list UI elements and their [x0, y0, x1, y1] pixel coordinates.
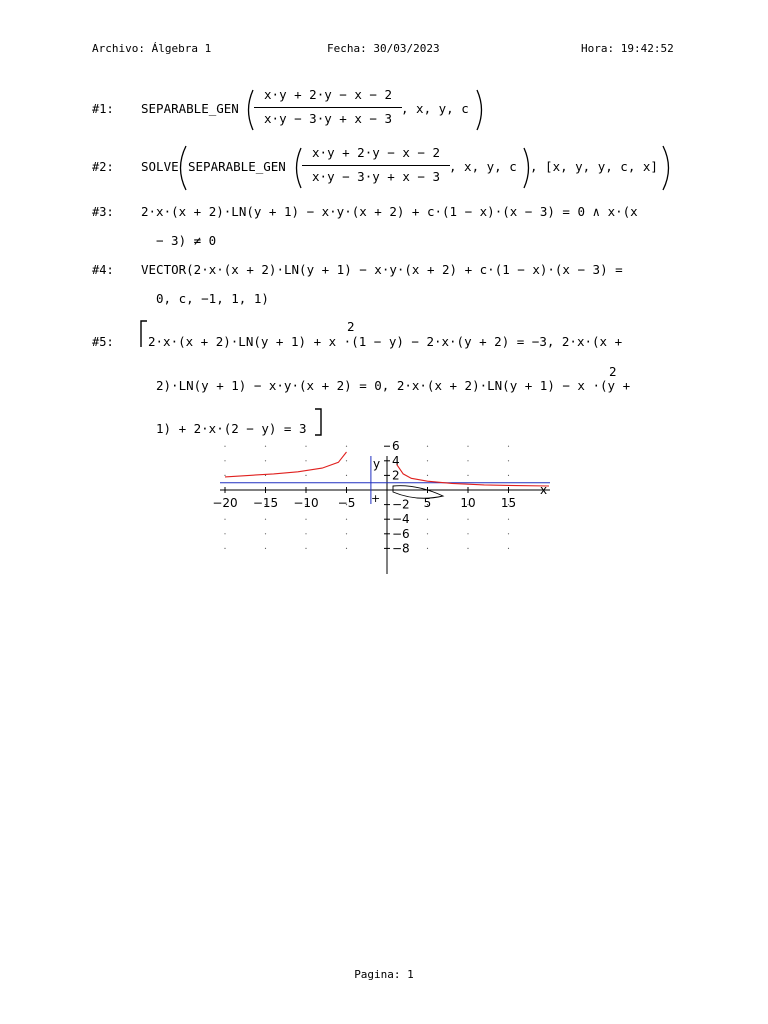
grid-dot: [508, 519, 509, 520]
cursor-marker: +: [371, 492, 381, 505]
grid-dot: [224, 460, 225, 461]
grid-dot: [224, 519, 225, 520]
grid-dot: [427, 519, 428, 520]
grid-dot: [224, 548, 225, 549]
entry-3-line-2: − 3) ≠ 0: [156, 233, 217, 248]
grid-dot: [346, 519, 347, 520]
grid-dot: [427, 475, 428, 476]
entry-2-tail: , [x, y, y, c, x]: [530, 159, 658, 174]
entry-5-line-1: 2·x·(x + 2)·LN(y + 1) + x ·(1 − y) − 2·x·(y + 2) = −3, 2·x·(x +: [148, 334, 623, 349]
grid-dot: [265, 475, 266, 476]
x-tick-label: 10: [460, 496, 476, 510]
entry-5-right-bracket: [313, 408, 323, 436]
entry-2-outer-left-paren: [173, 144, 189, 192]
x-tick-label: 15: [500, 496, 517, 510]
grid-dot: [346, 460, 347, 461]
entry-5-line-3: 1) + 2·x·(2 − y) = 3: [156, 421, 307, 436]
grid-dot: [224, 475, 225, 476]
entry-1-numerator: x·y + 2·y − x − 2: [264, 87, 392, 102]
entry-5-exponent-2: 2: [609, 364, 617, 379]
x-tick-label: −5: [337, 496, 356, 510]
grid-dot: [346, 475, 347, 476]
grid-dot: [508, 446, 509, 447]
entry-2-outer-right-paren: [660, 144, 676, 192]
grid-dot: [305, 548, 306, 549]
grid-dot: [265, 519, 266, 520]
entry-4-line-1: VECTOR(2·x·(x + 2)·LN(y + 1) − x·y·(x + 2) + c·(1 − x)·(x − 3) =: [141, 262, 623, 277]
grid-dot: [346, 548, 347, 549]
grid-dot: [346, 533, 347, 534]
x-tick-label: −20: [212, 496, 238, 510]
entry-2-fraction: [302, 145, 450, 186]
x-axis-label: x: [540, 483, 548, 497]
entry-1-label: #1:: [92, 102, 114, 116]
grid-dot: [265, 446, 266, 447]
grid-dot: [346, 446, 347, 447]
entry-2-label: #2:: [92, 160, 114, 174]
grid-dot: [224, 533, 225, 534]
y-tick-label: −4: [392, 512, 410, 527]
entry-1-right-paren: [474, 88, 488, 132]
entry-5-line-2: 2)·LN(y + 1) − x·y·(x + 2) = 0, 2·x·(x + 2)·LN(y + 1) − x ·(y +: [156, 378, 631, 393]
y-tick-label: 4: [392, 453, 400, 468]
grid-dot: [508, 533, 509, 534]
time-header: Hora: 19:42:52: [581, 42, 674, 55]
function-plot: [210, 439, 560, 578]
grid-dot: [467, 446, 468, 447]
file-header: Archivo: Álgebra 1: [92, 42, 212, 55]
grid-dot: [508, 475, 509, 476]
entry-1-args: , x, y, c: [401, 101, 469, 116]
grid-dot: [427, 548, 428, 549]
grid-dot: [508, 548, 509, 549]
y-tick-label: −8: [392, 541, 410, 556]
y-axis-label: y: [373, 457, 381, 471]
grid-dot: [467, 548, 468, 549]
entry-3-line-1: 2·x·(x + 2)·LN(y + 1) − x·y·(x + 2) + c·(1 − x)·(x − 3) = 0 ∧ x·(x: [141, 204, 638, 219]
y-tick-label: 6: [392, 439, 400, 454]
date-header: Fecha: 30/03/2023: [327, 42, 440, 55]
grid-dot: [427, 446, 428, 447]
fraction-bar: [302, 165, 450, 166]
entry-2-outer-func: SOLVE: [141, 159, 179, 174]
x-tick-label: −10: [293, 496, 319, 510]
implicit-loop-curve: [393, 486, 443, 499]
entry-3-label: #3:: [92, 205, 114, 219]
entry-2-denominator: x·y − 3·y + x − 3: [312, 169, 440, 184]
grid-dot: [265, 460, 266, 461]
grid-dot: [467, 460, 468, 461]
grid-dot: [467, 533, 468, 534]
entry-4-line-2: 0, c, −1, 1, 1): [156, 291, 269, 306]
fraction-bar: [254, 107, 402, 108]
grid-dot: [508, 460, 509, 461]
grid-dot: [305, 475, 306, 476]
entry-4-label: #4:: [92, 263, 114, 277]
grid-dot: [305, 533, 306, 534]
entry-2-func: SEPARABLE_GEN: [188, 159, 286, 174]
grid-dot: [305, 460, 306, 461]
entry-1-fraction: [254, 87, 402, 128]
page-number: Pagina: 1: [354, 968, 414, 981]
y-tick-label: 2: [392, 468, 400, 483]
entry-2-numerator: x·y + 2·y − x − 2: [312, 145, 440, 160]
grid-dot: [305, 519, 306, 520]
grid-dot: [427, 460, 428, 461]
grid-dot: [265, 533, 266, 534]
entry-1-denominator: x·y − 3·y + x − 3: [264, 111, 392, 126]
grid-dot: [467, 519, 468, 520]
grid-dot: [305, 446, 306, 447]
x-tick-label: 5: [423, 496, 432, 510]
curve-left-branch: [225, 452, 347, 477]
grid-dot: [265, 548, 266, 549]
y-tick-label: −2: [392, 497, 410, 512]
grid-dot: [224, 446, 225, 447]
entry-5-exponent-1: 2: [347, 319, 355, 334]
entry-5-label: #5:: [92, 335, 114, 349]
x-tick-label: −15: [252, 496, 279, 510]
y-tick-label: −6: [392, 526, 410, 541]
grid-dot: [427, 533, 428, 534]
entry-1-func: SEPARABLE_GEN: [141, 101, 239, 116]
grid-dot: [467, 475, 468, 476]
entry-2-args: , x, y, c: [449, 159, 517, 174]
